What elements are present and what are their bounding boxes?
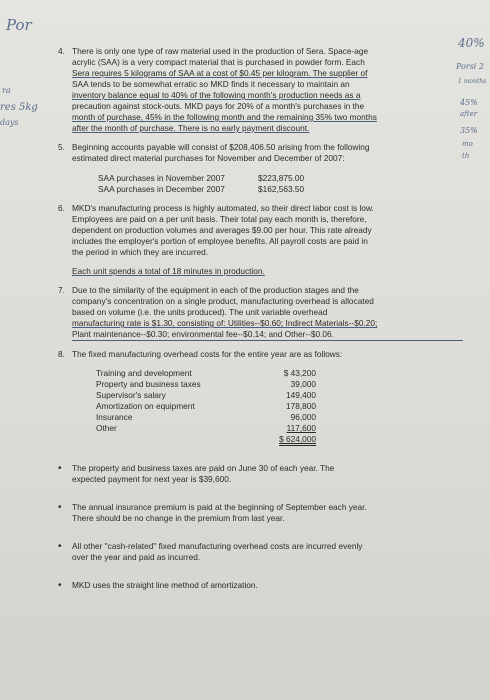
text-line: There should be no change in the premium from last year. [72, 513, 285, 523]
list-item [58, 463, 463, 485]
row-label: Property and business taxes [96, 379, 201, 389]
list-item [58, 541, 463, 563]
margin-note: ra [2, 86, 11, 95]
text-line: after the month of purchase. There is no early payment discount. [72, 123, 310, 133]
list-item [58, 502, 463, 524]
document-content [58, 46, 463, 608]
row-value: $223,875.00 [258, 173, 305, 183]
bullet-icon: • [58, 580, 62, 591]
bullet-list [58, 463, 463, 591]
row-value: $162,563.50 [258, 184, 305, 194]
list-item [58, 142, 463, 195]
margin-note: days [0, 118, 19, 127]
list-item [58, 285, 463, 341]
list-item [58, 580, 463, 591]
text-line: company's concentration on a single product, manufacturing overhead is allocated [72, 296, 374, 306]
text-line: estimated direct material purchases for November and December of 2007: [72, 153, 345, 163]
text-line: Beginning accounts payable will consist of $208,406.50 arising from the following [72, 142, 370, 152]
margin-note: Porsi 2 [456, 62, 484, 71]
total-value: $ 624,000 [279, 434, 316, 444]
margin-note: res 5kg [0, 102, 38, 113]
text-line: month of purchase, 45% in the following month and the remaining 35% two months [72, 112, 377, 122]
row-label: SAA purchases in November 2007 [98, 173, 225, 183]
row-label: Insurance [96, 412, 133, 422]
text-line: The fixed manufacturing overhead costs for the entire year are as follows: [72, 349, 343, 359]
table-row [98, 184, 463, 195]
text-line: The annual insurance premium is paid at the beginning of September each year. [72, 502, 367, 512]
margin-note: mo [462, 140, 473, 148]
item-number: 4. [58, 46, 65, 56]
text-line: All other "cash-related" fixed manufacturing overhead costs are incurred evenly [72, 541, 363, 551]
list-item [58, 46, 463, 134]
table-total-row [96, 434, 463, 445]
text-line: inventory balance equal to 40% of the following month's production needs as a [72, 90, 361, 100]
purchases-table [98, 173, 463, 195]
text-line: precaution against stock-outs. MKD pays for 20% of a month's purchases in the [72, 101, 365, 111]
row-label: Other [96, 423, 117, 433]
table-row [96, 423, 463, 434]
margin-note: Por [6, 16, 32, 34]
margin-note: th [462, 152, 470, 160]
item-number: 5. [58, 142, 65, 152]
margin-note: after [460, 110, 478, 118]
bullet-icon: • [58, 502, 62, 513]
table-row [96, 401, 463, 412]
row-label: Supervisor's salary [96, 390, 166, 400]
table-row [96, 379, 463, 390]
fixed-overhead-table [96, 368, 463, 445]
text-line: based on volume (i.e. the units produced). The unit variable overhead [72, 307, 328, 317]
row-value: $ 43,200 [283, 368, 316, 378]
row-value: 149,400 [286, 390, 316, 400]
row-value: 96,000 [290, 412, 316, 422]
row-value: 39,000 [290, 379, 316, 389]
text-line: includes the employer's portion of employee benefits. All payroll costs are paid in [72, 236, 368, 246]
text-line: over the year and paid as incurred. [72, 552, 201, 562]
row-label [96, 434, 256, 445]
text-line: Due to the similarity of the equipment in each of the production stages and the [72, 285, 359, 295]
row-label: SAA purchases in December 2007 [98, 184, 225, 194]
text-line: SAA tends to be somewhat erratic so MKD finds it necessary to maintain an [72, 79, 350, 89]
margin-note: 40% [458, 36, 485, 50]
bullet-icon: • [58, 541, 62, 552]
text-line: The property and business taxes are paid on June 30 of each year. The [72, 463, 335, 473]
item-number: 7. [58, 285, 65, 295]
text-line: Each unit spends a total of 18 minutes in production. [72, 266, 265, 276]
text-line: MKD uses the straight line method of amortization. [72, 580, 258, 590]
table-row [98, 173, 463, 184]
list-item [58, 349, 463, 445]
margin-note: 35% [460, 126, 478, 135]
row-label: Amortization on equipment [96, 401, 195, 411]
list-item [58, 203, 463, 277]
text-line: There is only one type of raw material used in the production of Sera. Space-age [72, 46, 369, 56]
text-line: acrylic (SAA) is a very compact material that is purchased in powder form. Each [72, 57, 365, 67]
margin-note: 1 months [458, 78, 487, 85]
text-line: MKD's manufacturing process is highly automated, so their direct labor cost is low. [72, 203, 374, 213]
text-line: Employees are paid on a per unit basis. Their total pay each month is, therefore, [72, 214, 367, 224]
text-line: dependent on production volumes and averages $9.00 per hour. This rate already [72, 225, 372, 235]
margin-note: 45% [460, 98, 478, 107]
table-row [96, 368, 463, 379]
bullet-icon: • [58, 463, 62, 474]
text-line: expected payment for next year is $39,600. [72, 474, 232, 484]
item-number: 8. [58, 349, 65, 359]
table-row [96, 390, 463, 401]
row-value: 117,600 [286, 423, 316, 433]
text-line: Plant maintenance--$0.30; environmental fee--$0.14; and Other--$0.06. [72, 329, 463, 341]
text-line: Sera requires 5 kilograms of SAA at a cost of $0.45 per kilogram. The supplier of [72, 68, 368, 78]
item-number: 6. [58, 203, 65, 213]
text-line: manufacturing rate is $1.30, consisting of: Utilities--$0.60; Indirect Materials--$0.20; [72, 318, 378, 328]
row-value: 178,800 [286, 401, 316, 411]
table-row [96, 412, 463, 423]
text-line: the period in which they are incurred. [72, 247, 209, 257]
row-label: Training and development [96, 368, 192, 378]
